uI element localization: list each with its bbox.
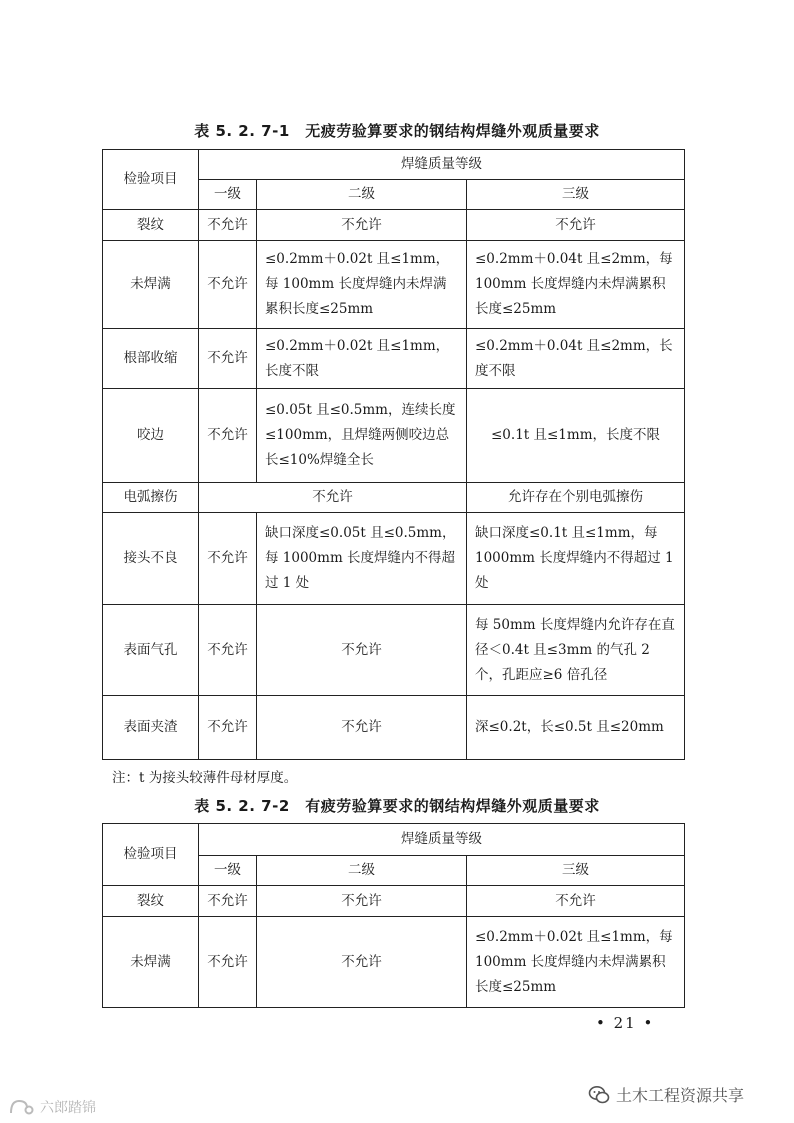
header-inspection-item: 检验项目 [103,150,199,210]
wechat-icon [588,1084,610,1106]
row-item: 根部收缩 [103,329,199,389]
grade2-cell: ≤0.2mm＋0.02t 且≤1mm，每 100mm 长度焊缝内未焊满累积长度≤25mm [257,241,467,329]
header-grade-2: 二级 [257,180,467,210]
grade2-cell: ≤0.2mm＋0.02t 且≤1mm，长度不限 [257,329,467,389]
grade1-cell: 不允许 [199,329,257,389]
grade1-cell: 不允许 [199,389,257,483]
row-item: 裂纹 [103,886,199,917]
watermark-left [8,1097,96,1117]
grade2-cell: 不允许 [257,210,467,241]
grade3-cell: 缺口深度≤0.1t 且≤1mm，每 1000mm 长度焊缝内不得超过 1 处 [467,513,685,605]
grade1-cell: 不允许 [199,605,257,696]
table-row [103,696,685,760]
table-row [103,605,685,696]
grade1-cell: 不允许 [199,210,257,241]
watermark-logo-icon [8,1098,34,1116]
header-grade-3: 三级 [467,856,685,886]
table-row [103,483,685,513]
table1-note: 注：t 为接头较薄件母材厚度。 [112,770,298,786]
table-row [103,210,685,241]
row-item: 接头不良 [103,513,199,605]
grade3-cell: ≤0.2mm＋0.04t 且≤2mm，每 100mm 长度焊缝内未焊满累积长度≤25mm [467,241,685,329]
grade2-cell: ≤0.05t 且≤0.5mm，连续长度≤100mm，且焊缝两侧咬边总长≤10%焊缝全长 [257,389,467,483]
grade3-cell: 允许存在个别电弧擦伤 [467,483,685,513]
grade1-cell: 不允许 [199,886,257,917]
watermark-left-text: 六郎踏锦 [40,1100,96,1116]
row-item: 裂纹 [103,210,199,241]
table-row [103,389,685,483]
grade3-cell: 深≤0.2t，长≤0.5t 且≤20mm [467,696,685,760]
grade2-cell: 不允许 [257,696,467,760]
row-item: 表面夹渣 [103,696,199,760]
table-row [103,513,685,605]
table1-weld-quality [102,149,685,760]
grade3-cell: 不允许 [467,210,685,241]
grade3-cell: 不允许 [467,886,685,917]
grade2-cell: 缺口深度≤0.05t 且≤0.5mm，每 1000mm 长度焊缝内不得超过 1 处 [257,513,467,605]
watermark-right-text: 土木工程资源共享 [616,1086,745,1105]
table-row [103,329,685,389]
header-grade-2: 二级 [257,856,467,886]
header-grade-group: 焊缝质量等级 [199,824,685,856]
grade1-cell: 不允许 [199,696,257,760]
grade2-cell: 不允许 [257,917,467,1008]
grade2-cell: 不允许 [257,886,467,917]
grade12-cell: 不允许 [199,483,467,513]
row-item: 电弧擦伤 [103,483,199,513]
table2-caption: 表 5. 2. 7-2 有疲劳验算要求的钢结构焊缝外观质量要求 [194,797,600,815]
row-item: 表面气孔 [103,605,199,696]
table-row [103,917,685,1008]
header-grade-3: 三级 [467,180,685,210]
grade3-cell: ≤0.2mm＋0.04t 且≤2mm，长度不限 [467,329,685,389]
header-grade-group: 焊缝质量等级 [199,150,685,180]
grade1-cell: 不允许 [199,241,257,329]
grade2-cell: 不允许 [257,605,467,696]
table-row [103,241,685,329]
grade1-cell: 不允许 [199,513,257,605]
row-item: 未焊满 [103,917,199,1008]
table2-weld-quality [102,823,685,1008]
watermark-right [588,1083,744,1106]
header-inspection-item: 检验项目 [103,824,199,886]
header-grade-1: 一级 [199,180,257,210]
table1-caption: 表 5. 2. 7-1 无疲劳验算要求的钢结构焊缝外观质量要求 [194,122,600,140]
grade3-cell: 每 50mm 长度焊缝内允许存在直径＜0.4t 且≤3mm 的气孔 2 个，孔距应≥6 倍孔径 [467,605,685,696]
page-number: • 21 • [596,1014,655,1032]
row-item: 咬边 [103,389,199,483]
grade1-cell: 不允许 [199,917,257,1008]
grade3-cell: ≤0.1t 且≤1mm，长度不限 [467,389,685,483]
table-row [103,886,685,917]
grade3-cell: ≤0.2mm＋0.02t 且≤1mm，每 100mm 长度焊缝内未焊满累积长度≤25mm [467,917,685,1008]
row-item: 未焊满 [103,241,199,329]
header-grade-1: 一级 [199,856,257,886]
